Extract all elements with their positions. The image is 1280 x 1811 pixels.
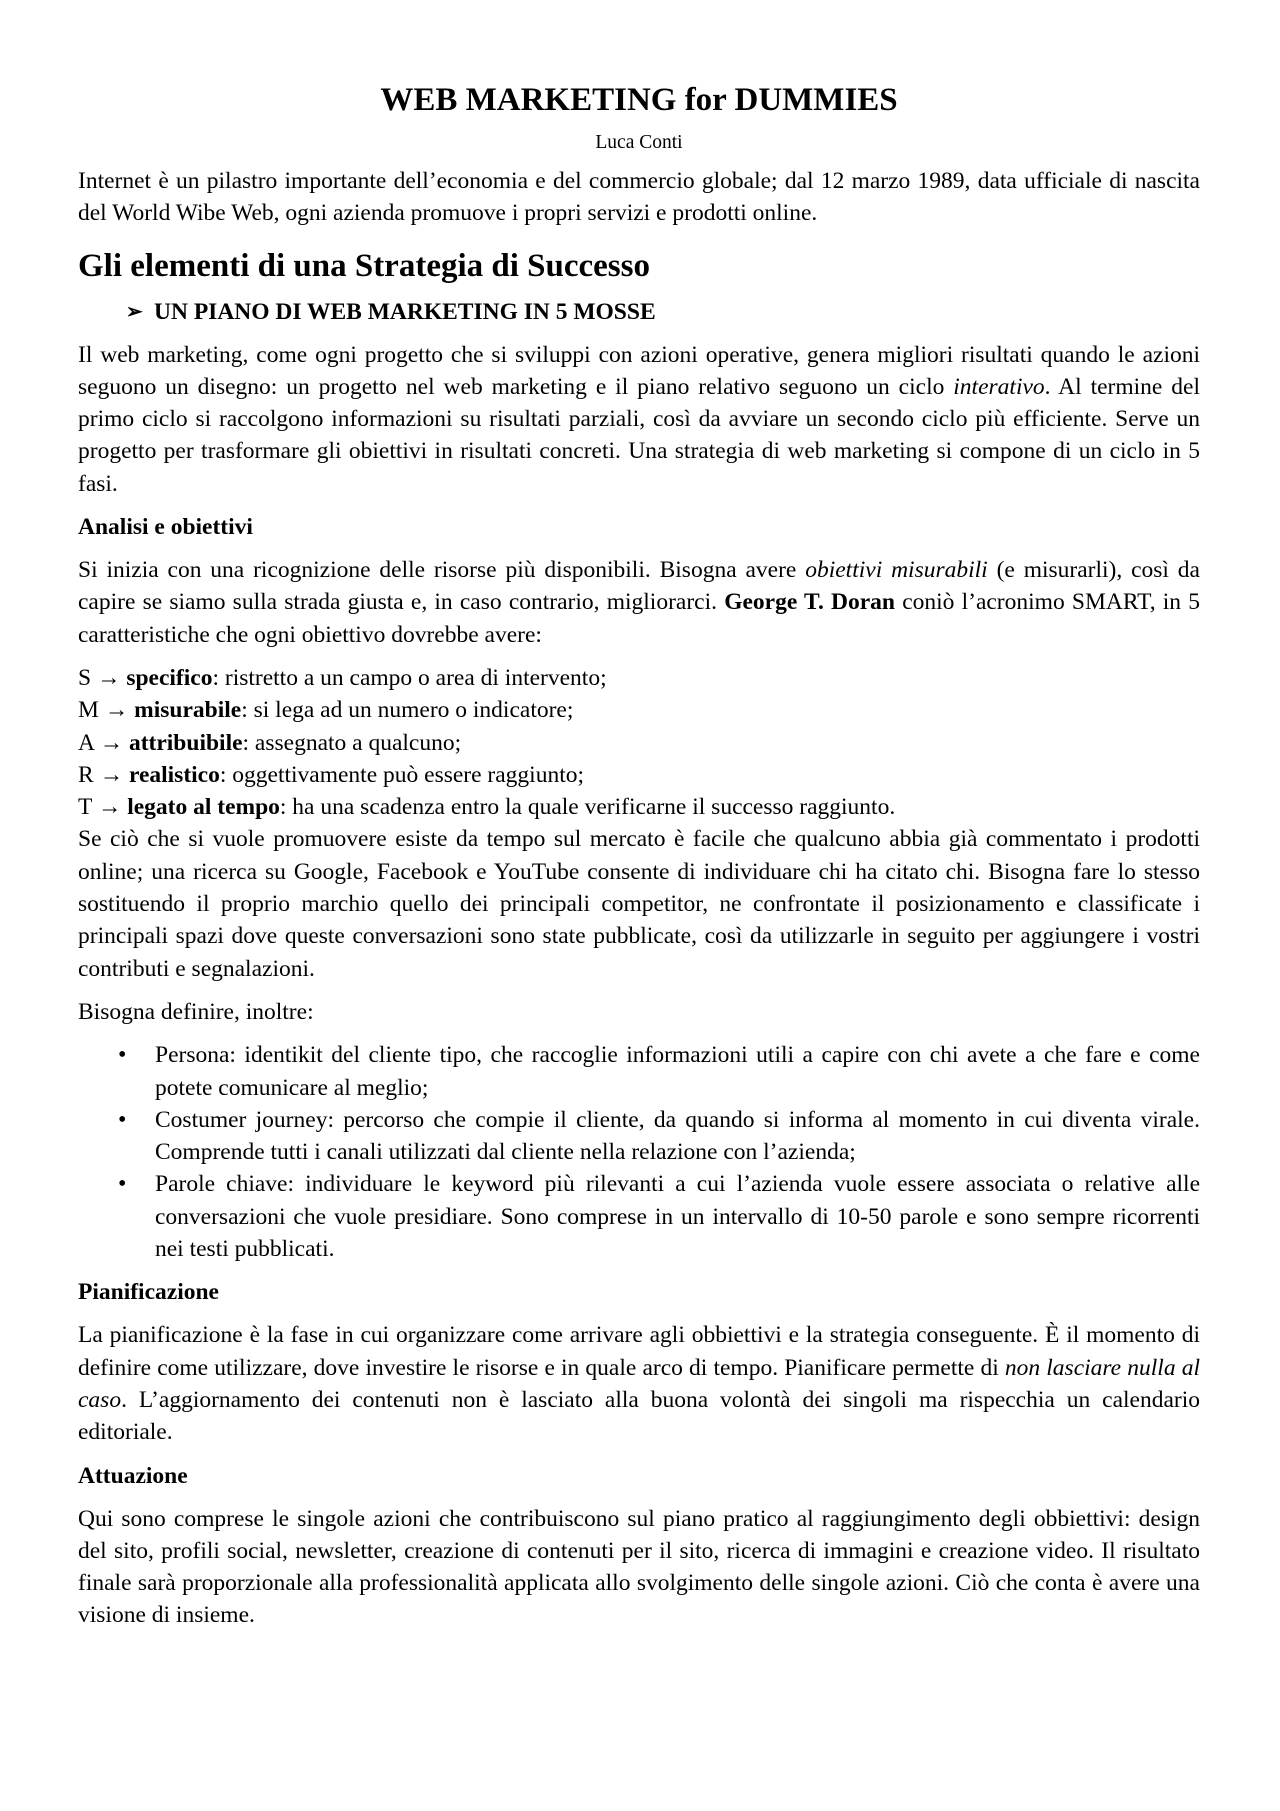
bullet-icon: • bbox=[118, 1171, 127, 1198]
paragraph-text: . L’aggiornamento dei contenuti non è lasciato alla buona volontà dei singoli ma rispecchia un calendario editoriale. bbox=[78, 1386, 1200, 1446]
paragraph-text: Si inizia con una ricognizione delle risorse più disponibili. Bisogna avere bbox=[78, 557, 806, 584]
smart-item bbox=[78, 759, 1200, 791]
arrow-bullet-icon: ➢ bbox=[126, 300, 143, 323]
web-marketing-paragraph bbox=[78, 339, 1200, 500]
bullet-icon: • bbox=[118, 1106, 127, 1133]
plan-heading-text: UN PIANO DI WEB MARKETING IN 5 MOSSE bbox=[154, 298, 656, 325]
definition-list bbox=[78, 1039, 1200, 1265]
smart-desc: : si lega ad un numero o indicatore; bbox=[241, 697, 574, 724]
paragraph-italic: obiettivi misurabili bbox=[805, 557, 988, 584]
smart-desc: : ristretto a un campo o area di intervento; bbox=[212, 664, 607, 691]
analisi-paragraph bbox=[78, 554, 1200, 651]
list-item-text: Costumer journey: percorso che compie il cliente, da quando si informa al momento in cui diventa virale. Comprende tutti i canali utilizzati dal cliente nella relazione con l’azienda; bbox=[155, 1106, 1200, 1166]
list-item bbox=[78, 1104, 1200, 1169]
arrow-icon: → bbox=[99, 761, 124, 788]
smart-item bbox=[78, 727, 1200, 759]
smart-term: attribuibile bbox=[128, 729, 243, 756]
smart-letter: A bbox=[78, 729, 94, 756]
promo-paragraph: Se ciò che si vuole promuovere esiste da tempo sul mercato è facile che qualcuno abbia già commentato i prodotti online; una ricerca su Google, Facebook e YouTube consente di individuare chi ha citato chi. Bisogna fare lo stesso sostituendo il proprio marchio quello dei principali competitor, ne confrontate il posizionamento e classificate i principali spazi dove queste conversazioni sono state pubblicate, così da utilizzarle in seguito per aggiungere i vostri contributi e segnalazioni. bbox=[78, 826, 1200, 982]
section-title: Gli elementi di una Strategia di Successo bbox=[78, 247, 650, 284]
plan-heading bbox=[78, 296, 1200, 328]
define-intro: Bisogna definire, inoltre: bbox=[78, 998, 314, 1025]
smart-letter: R bbox=[78, 761, 94, 788]
list-item bbox=[78, 1168, 1200, 1265]
smart-desc: : oggettivamente può essere raggiunto; bbox=[219, 761, 585, 788]
paragraph-text: coniò l’acronimo SMART, in 5 caratteristiche che ogni obiettivo dovrebbe avere: bbox=[78, 589, 1200, 648]
attuazione-heading: Attuazione bbox=[78, 1462, 188, 1489]
pianificazione-paragraph bbox=[78, 1319, 1200, 1448]
list-item bbox=[78, 1039, 1200, 1104]
paragraph-text: La pianificazione è la fase in cui organizzare come arrivare agli obbiettivi e la strategia conseguente. È il momento di definire come utilizzare, dove investire le risorse e in quale arco di tempo. Pianificare permette di bbox=[78, 1322, 1200, 1381]
bullet-icon: • bbox=[118, 1042, 127, 1069]
smart-item bbox=[78, 662, 1200, 694]
intro-paragraph: Internet è un pilastro importante dell’economia e del commercio globale; dal 12 marzo 1989, data ufficiale di nascita del World Wibe Web, ogni azienda promuove i propri servizi e prodotti online. bbox=[78, 168, 1200, 227]
smart-list bbox=[78, 662, 1200, 823]
smart-term: legato al tempo bbox=[127, 794, 280, 821]
smart-letter: S bbox=[78, 664, 92, 691]
paragraph-text: Il web marketing, come ogni progetto che si sviluppi con azioni operative, genera migliori risultati quando le azioni seguono un disegno: un progetto nel web marketing e il piano relativo seguono un ciclo bbox=[78, 341, 1200, 400]
smart-term: misurabile bbox=[134, 697, 242, 724]
attuazione-paragraph: Qui sono comprese le singole azioni che contribuiscono sul piano pratico al raggiungimento degli obbiettivi: design del sito, profili social, newsletter, creazione di contenuti per il sito, ricerca di immagini e creazione video. Il risultato finale sarà proporzionale alla professionalità applicata allo svolgimento delle singole azioni. Ciò che conta è avere una visione di insieme. bbox=[78, 1505, 1200, 1629]
smart-desc: : ha una scadenza entro la quale verificarne il successo raggiunto. bbox=[279, 794, 896, 821]
smart-term: realistico bbox=[128, 761, 220, 788]
smart-letter: M bbox=[78, 697, 99, 724]
smart-item bbox=[78, 791, 1200, 823]
paragraph-text: (e misurarli), così da capire se siamo sulla strada giusta e, in caso contrario, migliorarci. bbox=[78, 557, 1200, 616]
smart-item bbox=[78, 694, 1200, 726]
smart-desc: : assegnato a qualcuno; bbox=[242, 729, 462, 756]
arrow-icon: → bbox=[96, 664, 121, 691]
analisi-heading: Analisi e obiettivi bbox=[78, 514, 253, 541]
list-item-text: Parole chiave: individuare le keyword più rilevanti a cui l’azienda vuole essere associata o relative alle conversazioni che vuole presidiare. Sono comprese in un intervallo di 10-50 parole e sono sempre ricorrenti nei testi pubblicati. bbox=[155, 1171, 1200, 1263]
list-item-text: Persona: identikit del cliente tipo, che raccoglie informazioni utili a capire con chi avete a che fare e come potete comunicare al meglio; bbox=[155, 1042, 1200, 1101]
paragraph-italic: interativo bbox=[953, 373, 1045, 400]
smart-term: specifico bbox=[126, 664, 213, 691]
arrow-icon: → bbox=[99, 729, 124, 756]
paragraph-text: . Al termine del primo ciclo si raccolgono informazioni su risultati parziali, così da avviare un secondo ciclo più efficiente. Serve un progetto per trasformare gli obiettivi in risultati concreti. Una strategia di web marketing si compone di un ciclo in 5 fasi. bbox=[78, 373, 1200, 497]
smart-letter: T bbox=[78, 794, 92, 821]
pianificazione-heading: Pianificazione bbox=[78, 1279, 219, 1306]
document-title: WEB MARKETING for DUMMIES bbox=[380, 82, 898, 118]
document-author: Luca Conti bbox=[595, 132, 683, 153]
arrow-icon: → bbox=[104, 697, 129, 724]
arrow-icon: → bbox=[97, 794, 122, 821]
paragraph-italic: non lasciare nulla al caso bbox=[78, 1354, 1200, 1413]
paragraph-bold: George T. Doran bbox=[724, 589, 895, 616]
